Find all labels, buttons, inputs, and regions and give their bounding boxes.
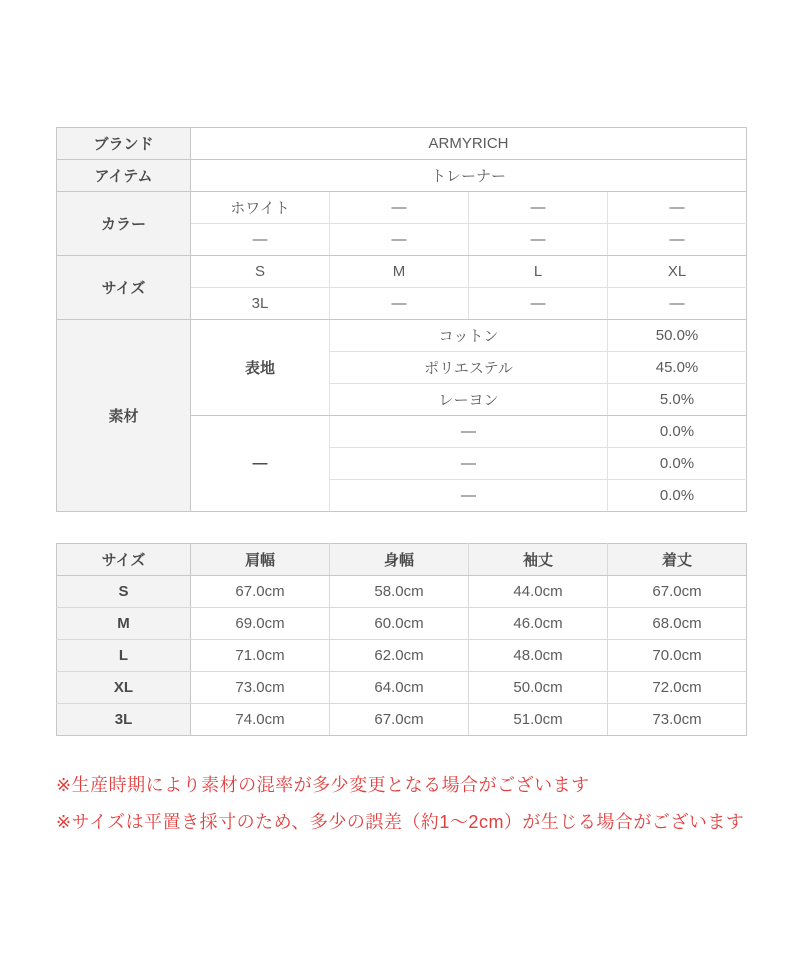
measure-value-cell: 44.0cm [469, 576, 608, 608]
material-name-cell: — [330, 416, 608, 448]
measure-value-cell: 67.0cm [191, 576, 330, 608]
material-name-cell: — [330, 480, 608, 512]
measure-header-cell: 着丈 [608, 544, 747, 576]
measure-header-row [57, 544, 747, 576]
measure-value-cell: 62.0cm [330, 640, 469, 672]
measure-header-cell: サイズ [57, 544, 191, 576]
size-measurement-table [56, 543, 747, 736]
size-cell: — [330, 288, 469, 320]
measure-value-cell: 48.0cm [469, 640, 608, 672]
color-cell: — [330, 192, 469, 224]
color-label-cell: カラー [57, 192, 191, 256]
color-cell: ホワイト [191, 192, 330, 224]
size-cell: — [469, 288, 608, 320]
measure-header-cell: 袖丈 [469, 544, 608, 576]
material-name-cell: コットン [330, 320, 608, 352]
size-cell: — [608, 288, 747, 320]
material-name-cell: レーヨン [330, 384, 608, 416]
material-percent-cell: 0.0% [608, 416, 747, 448]
color-cell: — [330, 224, 469, 256]
material-percent-cell: 0.0% [608, 480, 747, 512]
disclaimer-notes [56, 767, 800, 841]
material-percent-cell: 50.0% [608, 320, 747, 352]
measure-size-cell: S [57, 576, 191, 608]
measure-value-cell: 50.0cm [469, 672, 608, 704]
measure-size-cell: XL [57, 672, 191, 704]
color-cell: — [191, 224, 330, 256]
material-row [57, 320, 747, 352]
measure-row [57, 640, 747, 672]
measure-size-cell: 3L [57, 704, 191, 736]
measure-value-cell: 72.0cm [608, 672, 747, 704]
size-cell: L [469, 256, 608, 288]
measure-size-cell: L [57, 640, 191, 672]
measure-value-cell: 70.0cm [608, 640, 747, 672]
size-cell: M [330, 256, 469, 288]
size-cell: XL [608, 256, 747, 288]
measure-value-cell: 67.0cm [608, 576, 747, 608]
material-name-cell: — [330, 448, 608, 480]
color-cell: — [469, 192, 608, 224]
material-percent-cell: 5.0% [608, 384, 747, 416]
material-name-cell: ポリエステル [330, 352, 608, 384]
measure-value-cell: 74.0cm [191, 704, 330, 736]
size-cell: 3L [191, 288, 330, 320]
item-label-cell: アイテム [57, 160, 191, 192]
measure-value-cell: 58.0cm [330, 576, 469, 608]
measure-value-cell: 46.0cm [469, 608, 608, 640]
measure-value-cell: 69.0cm [191, 608, 330, 640]
color-cell: — [608, 192, 747, 224]
size-row [57, 256, 747, 288]
size-label-cell: サイズ [57, 256, 191, 320]
measure-value-cell: 73.0cm [191, 672, 330, 704]
material-label-cell: 素材 [57, 320, 191, 512]
measure-row [57, 608, 747, 640]
product-spec-table [56, 127, 747, 512]
measure-row [57, 672, 747, 704]
color-row [57, 192, 747, 224]
brand-row [57, 128, 747, 160]
measure-value-cell: 60.0cm [330, 608, 469, 640]
measure-value-cell: 64.0cm [330, 672, 469, 704]
brand-value-cell: ARMYRICH [191, 128, 747, 160]
measure-value-cell: 68.0cm [608, 608, 747, 640]
measure-header-cell: 身幅 [330, 544, 469, 576]
material-group-label-cell: 表地 [191, 320, 330, 416]
color-cell: — [469, 224, 608, 256]
measure-header-cell: 肩幅 [191, 544, 330, 576]
measure-value-cell: 51.0cm [469, 704, 608, 736]
item-row [57, 160, 747, 192]
brand-label-cell: ブランド [57, 128, 191, 160]
measure-row [57, 576, 747, 608]
measure-value-cell: 73.0cm [608, 704, 747, 736]
measure-value-cell: 67.0cm [330, 704, 469, 736]
measure-size-cell: M [57, 608, 191, 640]
measure-value-cell: 71.0cm [191, 640, 330, 672]
material-percent-cell: 45.0% [608, 352, 747, 384]
item-value-cell: トレーナー [191, 160, 747, 192]
material-percent-cell: 0.0% [608, 448, 747, 480]
note-size-tolerance: ※サイズは平置き採寸のため、多少の誤差（約1～2cm）が生じる場合がございます [56, 812, 745, 832]
size-cell: S [191, 256, 330, 288]
note-material-variation: ※生産時期により素材の混率が多少変更となる場合がございます [56, 775, 590, 795]
measure-row [57, 704, 747, 736]
material-group-label-cell: — [191, 416, 330, 512]
color-cell: — [608, 224, 747, 256]
